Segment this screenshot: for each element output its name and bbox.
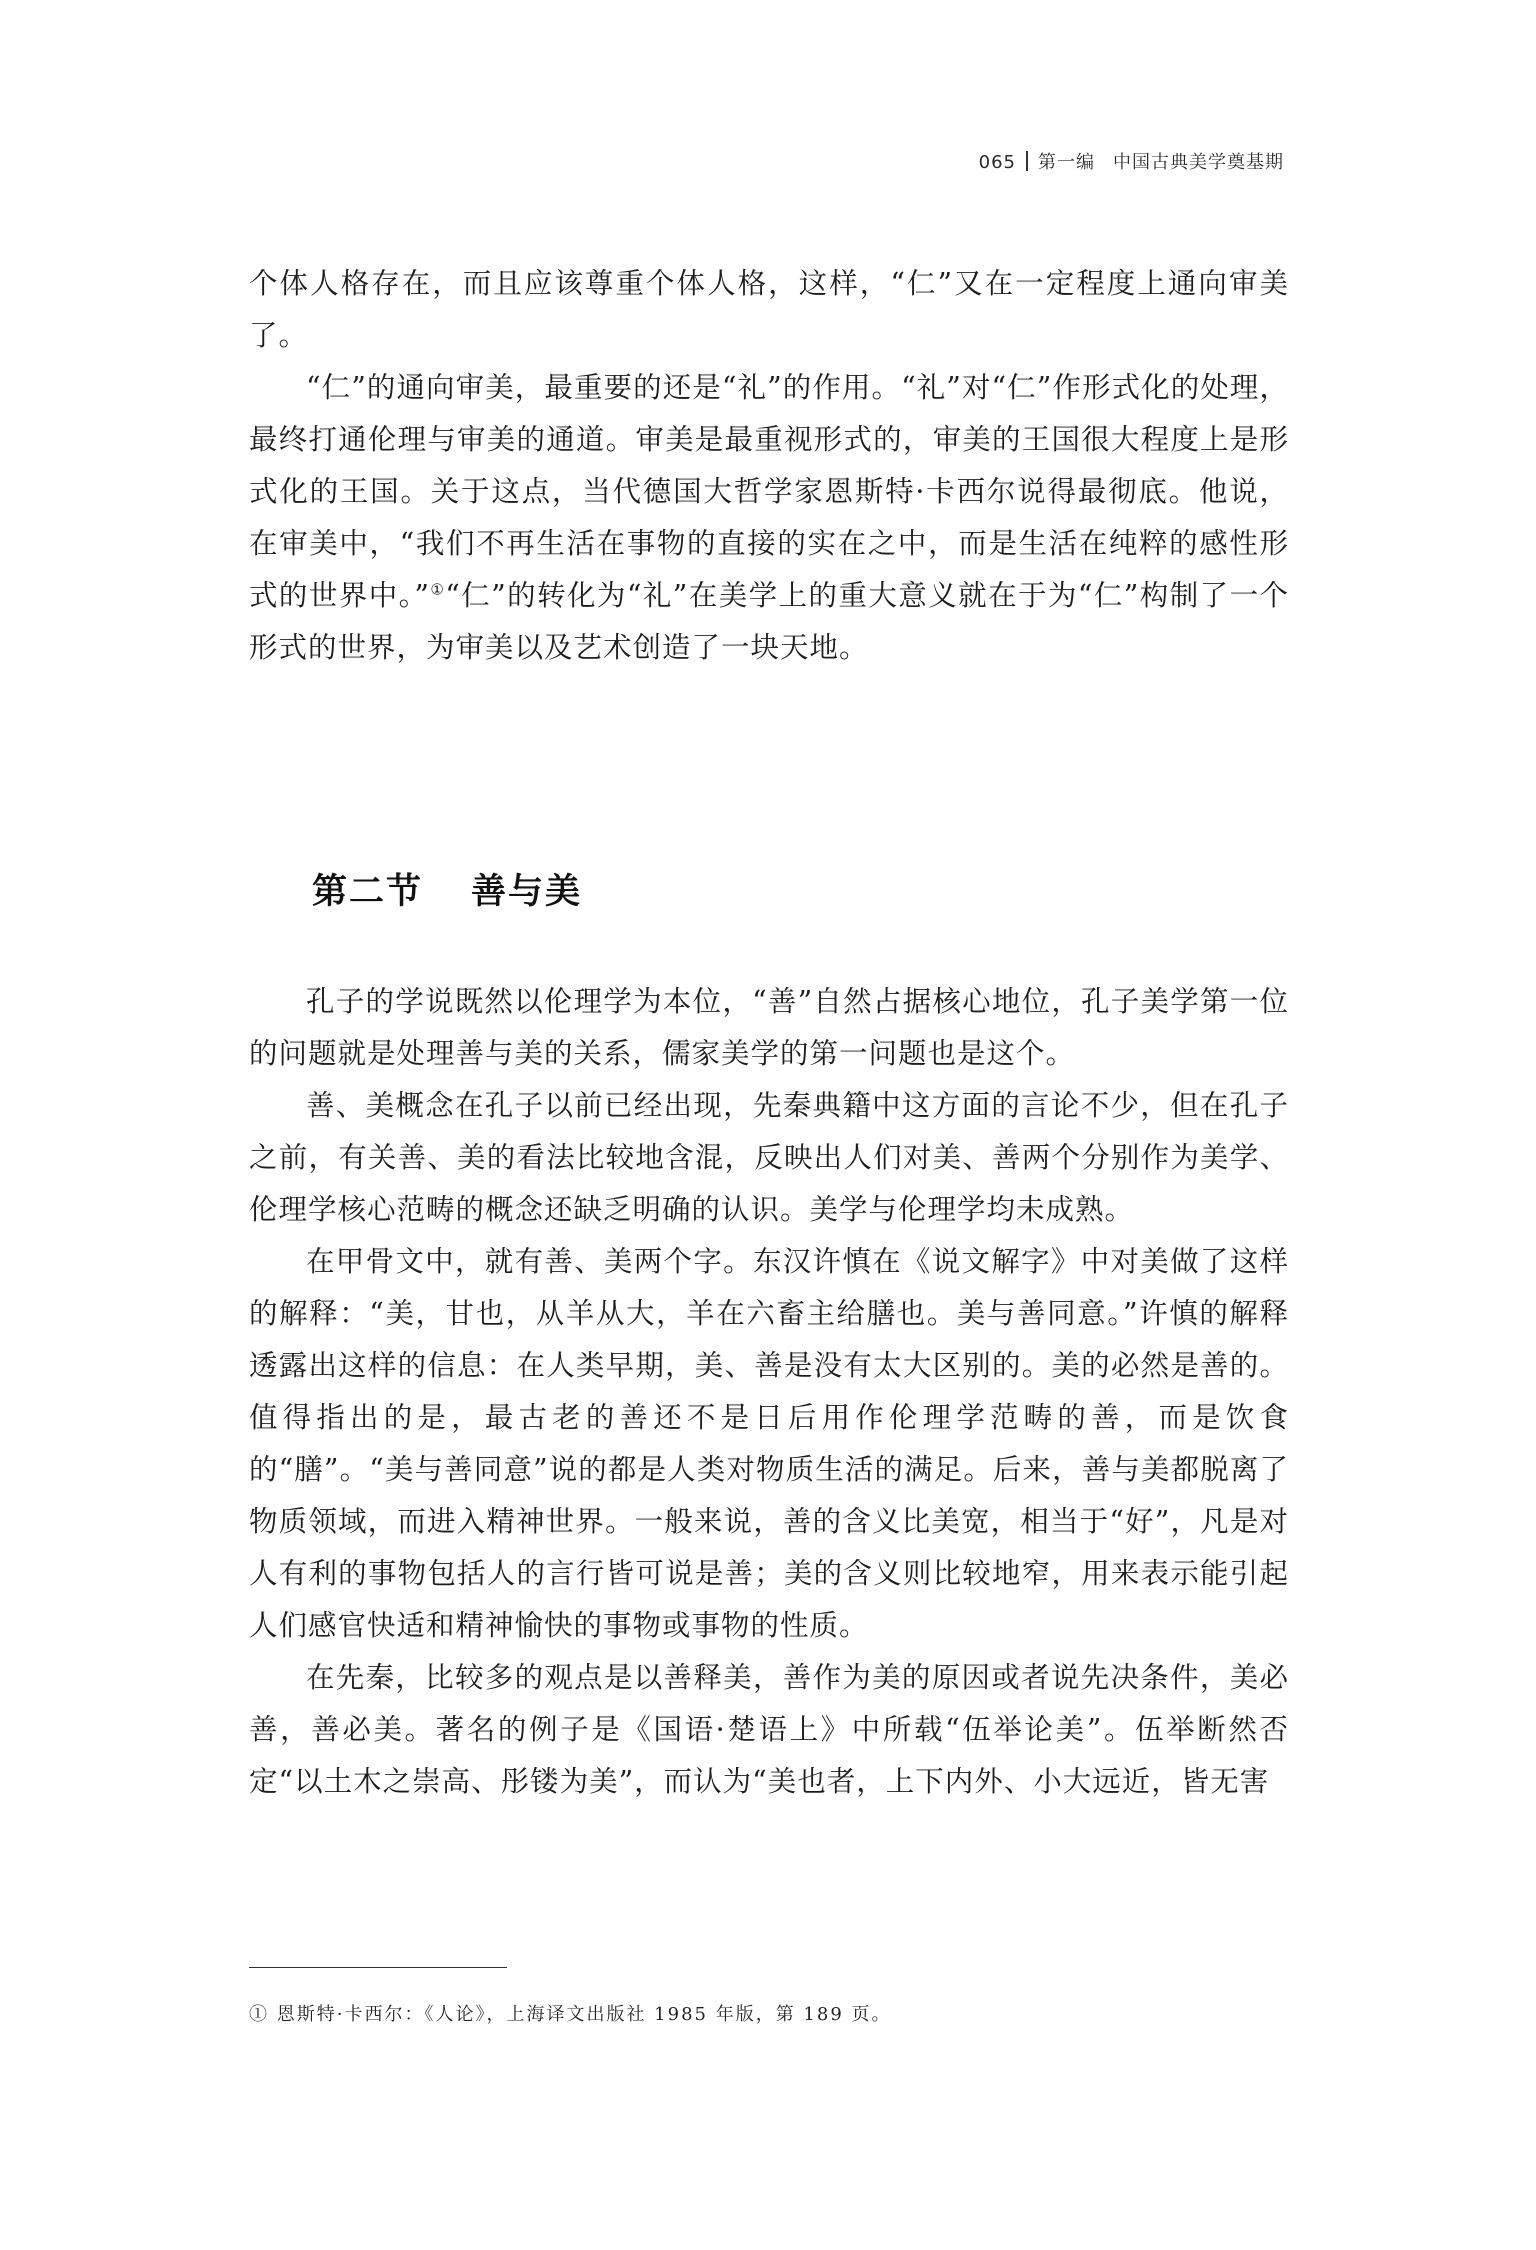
paragraph: 善、美概念在孔子以前已经出现，先秦典籍中这方面的言论不少，但在孔子之前，有关善、美的看法比较地含混，反映出人们对美、善两个分别作为美学、伦理学核心范畴的概念还缺乏明确的认识。美学与伦理学均未成熟。 [249, 1089, 1289, 1226]
paragraph: 在先秦，比较多的观点是以善释美，善作为美的原因或者说先决条件，美必善，善必美。著名的例子是《国语·楚语上》中所载“伍举论美”。伍举断然否定“以土木之崇高、彤镂为美”，而认为“美也者，上下内外、小大远近，皆无害 [249, 1661, 1289, 1798]
page-number: 065 [978, 152, 1016, 173]
footnote-reference[interactable]: ① [429, 580, 446, 599]
paragraph: 孔子的学说既然以伦理学为本位，“善”自然占据核心地位，孔子美学第一位的问题就是处理善与美的关系，儒家美学的第一问题也是这个。 [249, 985, 1289, 1070]
paragraph: 个体人格存在，而且应该尊重个体人格，这样，“仁”又在一定程度上通向审美了。 [249, 267, 1289, 352]
part-label: 第一编 [1038, 152, 1095, 173]
section-number: 第二节 [312, 871, 424, 912]
paragraph-text: “仁”的转化为“礼”在美学上的重大意义就在于为“仁”构制了一个形式的世界，为审美以及艺术创造了一块天地。 [249, 579, 1289, 664]
paragraph-with-footnote [249, 362, 1289, 674]
header-separator [1026, 151, 1028, 171]
footnote-divider [249, 1967, 507, 1968]
footnote: ① 恩斯特·卡西尔：《人论》，上海译文出版社 1985 年版，第 189 页。 [249, 2004, 892, 2025]
chapter-title: 中国古典美学奠基期 [1113, 152, 1284, 173]
section-1-text [249, 258, 1289, 674]
section-title: 善与美 [471, 871, 583, 912]
section-heading [312, 864, 582, 914]
paragraph: 在甲骨文中，就有善、美两个字。东汉许慎在《说文解字》中对美做了这样的解释：“美，甘也，从羊从大，羊在六畜主给膳也。美与善同意。”许慎的解释透露出这样的信息：在人类早期，美、善是没有太大区别的。美的必然是善的。值得指出的是，最古老的善还不是日后用作伦理学范畴的善，而是饮食的“膳”。“美与善同意”说的都是人类对物质生活的满足。后来，善与美都脱离了物质领域，而进入精神世界。一般来说，善的含义比美宽，相当于“好”，凡是对人有利的事物包括人的言行皆可说是善；美的含义则比较地窄，用来表示能引起人们感官快适和精神愉快的事物或事物的性质。 [249, 1245, 1289, 1642]
section-2-text [249, 976, 1289, 1808]
running-header [979, 148, 1284, 174]
paragraph-text: “仁”的通向审美，最重要的还是“礼”的作用。“礼”对“仁”作形式化的处理，最终打通伦理与审美的通道。审美是最重视形式的，审美的王国很大程度上是形式化的王国。关于这点，当代德国大哲学家恩斯特·卡西尔说得最彻底。他说，在审美中，“我们不再生活在事物的直接的实在之中，而是生活在纯粹的感性形式的世界中。” [249, 371, 1289, 612]
